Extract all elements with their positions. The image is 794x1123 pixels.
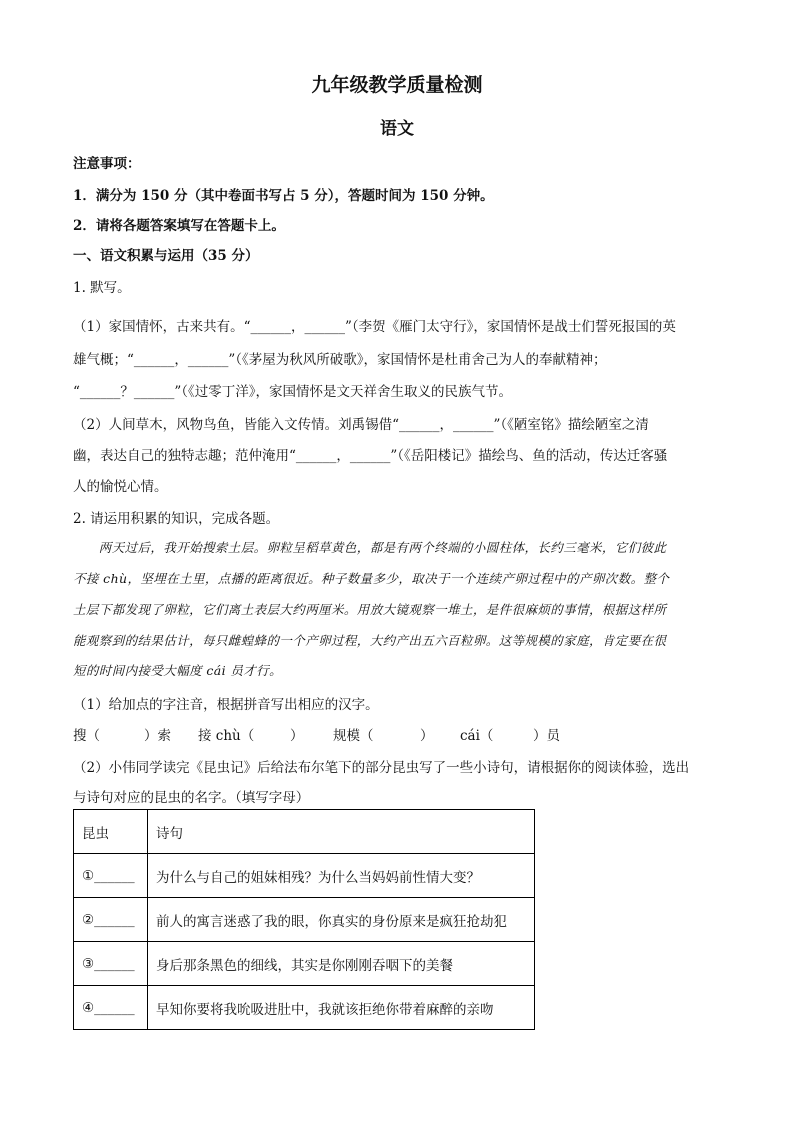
header-cell-insect: 昆虫 (74, 810, 148, 854)
table-row (74, 854, 535, 898)
insect-blank-cell[interactable]: ④______ (74, 986, 148, 1030)
sub-question-2-line: （2）小伟同学读完《昆虫记》后给法布尔笔下的部分昆虫写了一些小诗句，请根据你的阅读体验，选出 (73, 760, 690, 776)
notice-item-2: 2．请将各题答案填写在答题卡上。 (73, 218, 285, 234)
question-1-line: （1）家国情怀，古来共有。“______，______”（李贺《雁门太守行》，家国情怀是战士们誓死报国的英 (73, 319, 676, 335)
table-row (74, 898, 535, 942)
passage-line: 能观察到的结果估计，每只雌蝗蜂的一个产卵过程，大约产出五六百粒卵。这等规模的家庭，肯定要在很 (73, 633, 667, 648)
question-2-title: 2. 请运用积累的知识，完成各题。 (73, 511, 280, 527)
sub-question-1: （1）给加点的字注音，根据拼音写出相应的汉字。 (73, 697, 379, 713)
sub-question-2-line: 与诗句对应的昆虫的名字。（填写字母） (73, 790, 310, 806)
header-cell-poem: 诗句 (148, 810, 535, 854)
insect-poem-table (73, 809, 535, 1030)
insect-blank-cell[interactable]: ①______ (74, 854, 148, 898)
poem-cell: 前人的寓言迷惑了我的眼，你真实的身份原来是疯狂抢劫犯 (148, 898, 535, 942)
poem-cell: 身后那条黑色的细线，其实是你刚刚吞咽下的美餐 (148, 942, 535, 986)
pinyin-blank-4-close: ）员 (533, 728, 560, 744)
exam-title: 九年级教学质量检测 (311, 74, 483, 96)
passage-line: 土层下都发现了卵粒，它们离土表层大约两厘米。用放大镜观察一堆土，是件很麻烦的事情，根据这样所 (73, 602, 667, 617)
insect-blank-cell[interactable]: ②______ (74, 898, 148, 942)
section-1-heading: 一、语文积累与运用（35 分） (73, 248, 259, 264)
notice-heading: 注意事项： (73, 156, 141, 172)
question-1-line: 人的愉悦心情。 (73, 479, 168, 495)
notice-item-1: 1．满分为 150 分（其中卷面书写占 5 分），答题时间为 150 分钟。 (73, 188, 494, 204)
pinyin-blank-4-open: cái（ (460, 728, 494, 744)
question-1-line: （2）人间草木，风物鸟鱼，皆能入文传情。刘禹锡借“______，______”（《陋室铭》描绘陋室之清 (73, 417, 649, 433)
pinyin-blank-1-close: ）索 (144, 728, 171, 744)
question-1-line: “______？______”（《过零丁洋》，家国情怀是文天祥舍生取义的民族气节。 (73, 384, 513, 400)
passage-line: 两天过后，我开始搜索土层。卵粒呈稻草黄色，都是有两个终端的小圆柱体，长约三毫米，它们彼此 (73, 540, 667, 555)
pinyin-blank-2-close: ） (290, 728, 304, 744)
pinyin-blank-3-open: 规模（ (333, 728, 374, 744)
table-row (74, 986, 535, 1030)
table-row (74, 942, 535, 986)
question-1-line: 雄气概；“______，______”（《茅屋为秋风所破歌》，家国情怀是杜甫舍己为人的奉献精神； (73, 352, 607, 368)
passage-line: 短的时间内接受大幅度 cái 员才行。 (73, 663, 282, 678)
question-1-title: 1. 默写。 (73, 280, 131, 296)
pinyin-blank-3-close: ） (420, 728, 434, 744)
question-1-line: 幽，表达自己的独特志趣；范仲淹用“______，______”（《岳阳楼记》描绘鸟、鱼的活动，传达迁客骚 (73, 448, 668, 464)
passage-line: 不接 chù，坚埋在土里，点播的距离很近。种子数量多少，取决于一个连续产卵过程中的产卵次数。整个 (73, 571, 670, 586)
poem-cell: 为什么与自己的姐妹相残？为什么当妈妈前性情大变？ (148, 854, 535, 898)
pinyin-blank-2-open: 接 chù（ (198, 728, 255, 744)
poem-cell: 早知你要将我吮吸进肚中，我就该拒绝你带着麻醉的亲吻 (148, 986, 535, 1030)
subject-title: 语文 (380, 119, 414, 139)
insect-blank-cell[interactable]: ③______ (74, 942, 148, 986)
table-header-row (74, 810, 535, 854)
pinyin-blank-1-open: 搜（ (73, 728, 100, 744)
